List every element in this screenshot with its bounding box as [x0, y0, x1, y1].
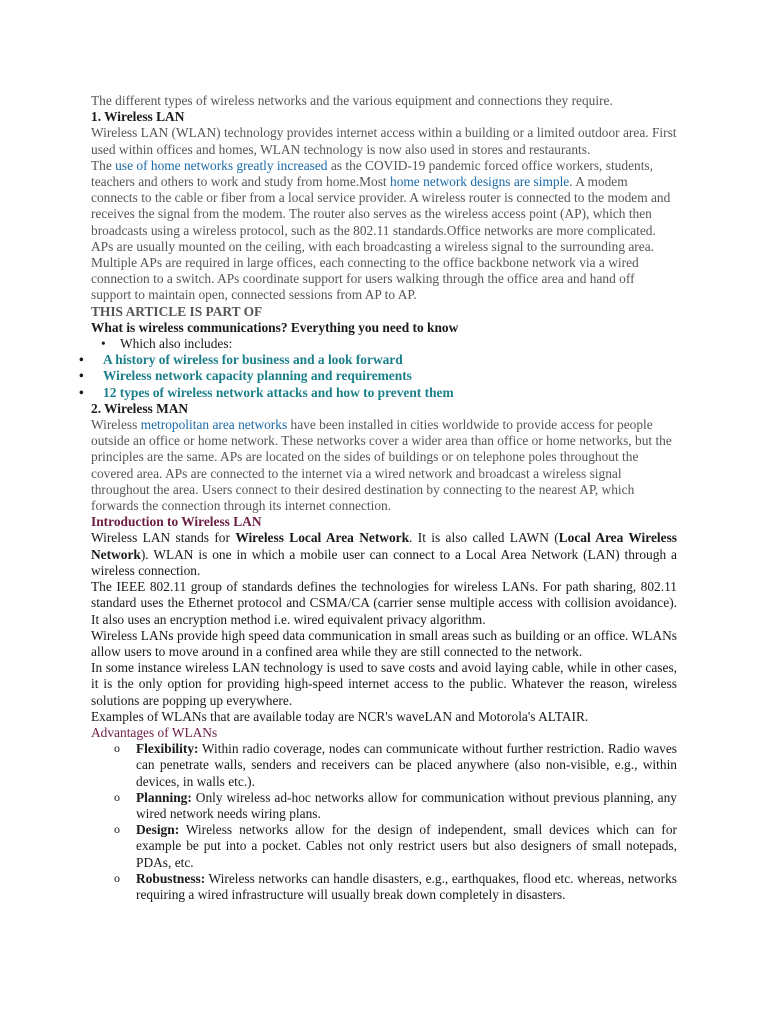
related-links-list: [91, 352, 677, 401]
wlan-paragraph-2-text: The: [91, 157, 116, 173]
section-heading-advantages: Advantages of WLANs: [91, 724, 218, 740]
lawn-full-form: Local Area Wireless Network: [91, 530, 677, 562]
related-link-capacity-planning[interactable]: • Wireless network capacity planning and requirements: [91, 368, 677, 384]
intro-wlan-paragraph-2: The IEEE 802.11 group of standards defines the technologies for wireless LANs. For path sharing, 802.11 standard uses the Ethernet protocol and CSMA/CA (carrier sense multiple access with collision avoidance). It also uses an encryption method i.e. wired equivalent privacy algorithm.: [91, 579, 677, 627]
advantage-design: [114, 822, 677, 871]
advantage-term: Planning:: [136, 789, 192, 805]
section-heading-wireless-lan: 1. Wireless LAN: [91, 109, 185, 125]
home-networks-link[interactable]: use of home networks greatly increased: [115, 157, 328, 173]
wlan-paragraph-1: Wireless LAN (WLAN) technology provides internet access within a building or a limited outdoor area. First used within offices and homes, WLAN technology is now also used in stores and restaurants.: [91, 125, 677, 157]
related-link-network-attacks[interactable]: • 12 types of wireless network attacks and how to prevent them: [91, 385, 677, 401]
advantage-planning: [114, 790, 677, 822]
advantages-list: [114, 741, 677, 903]
advantage-text: Only wireless ad-hoc networks allow for communication without previous planning, any wired network needs wiring plans.: [136, 789, 677, 821]
advantage-text: Wireless networks can handle disasters, e.g., earthquakes, flood etc. whereas, networks requiring a wired infrastructure will usually break down completely in disasters.: [136, 870, 677, 902]
metropolitan-area-networks-link[interactable]: metropolitan area networks: [140, 417, 288, 433]
section-heading-intro-wireless-lan: Introduction to Wireless LAN: [91, 514, 262, 530]
advantage-term: Design:: [136, 822, 180, 838]
advantage-text: Within radio coverage, nodes can communicate without further restriction. Radio waves can penetrate walls, senders and receivers can be placed anywhere (also non-visible, e.g., within devices, in walls etc.).: [136, 741, 677, 789]
also-includes-label: • Which also includes:: [91, 336, 677, 352]
intro-wlan-paragraph-5: Examples of WLANs that are available today are NCR's waveLAN and Motorola's ALTAIR.: [91, 708, 589, 724]
wlan-paragraph-2: [91, 158, 677, 304]
article-part-label: THIS ARTICLE IS PART OF: [91, 303, 263, 319]
intro-wlan-text: ). WLAN is one in which a mobile user can connect to a Local Area Network (LAN) through a wireless connection.: [91, 546, 677, 578]
intro-wlan-paragraph-3: Wireless LANs provide high speed data communication in small areas such as building or an office. WLANs allow users to move around in a confined area while they are still connected to the network.: [91, 627, 677, 659]
document-body: [91, 93, 677, 903]
wman-paragraph: [91, 417, 677, 514]
intro-wlan-text: . It is also called LAWN (: [409, 530, 559, 546]
home-network-designs-link[interactable]: home network designs are simple: [390, 174, 570, 190]
intro-wlan-text: Wireless LAN stands for: [91, 530, 236, 546]
advantage-robustness: [114, 871, 677, 903]
advantage-term: Flexibility:: [136, 741, 199, 757]
wlan-paragraph-2-text: as the COVID-19 pandemic forced office workers, students, teachers and others to work and study from home.Most: [91, 157, 653, 190]
includes-list: [91, 336, 677, 352]
wman-paragraph-text: Wireless: [91, 417, 141, 433]
wlan-paragraph-2-text: . A modem connects to the cable or fiber from a local service provider. A wireless router is connected to the modem and receives the signal from the modem. The router also serves as the wireless access point (AP), which then broadcasts using a wireless protocol, such as the 802.11 standards.Office networks are more complicated. APs are usually mounted on the ceiling, with each broadcasting a wireless signal to the surrounding area. Multiple APs are required in large offices, each connecting to the office backbone network via a wired connection to a switch. APs coordinate support for users walking through the office area and hand off support to maintain open, connected sessions from AP to AP.: [91, 174, 671, 303]
related-link-history[interactable]: • A history of wireless for business and a look forward: [91, 352, 677, 368]
wlan-full-form: Wireless Local Area Network: [235, 530, 410, 546]
article-title: What is wireless communications? Everything you need to know: [91, 319, 459, 335]
advantage-text: Wireless networks allow for the design of independent, small devices which can for example be put into a pocket. Cables not only restrict users but also designers of small notepads, PDAs, etc.: [136, 822, 677, 870]
intro-wlan-paragraph-1: [91, 530, 677, 579]
intro-wlan-paragraph-4: In some instance wireless LAN technology is used to save costs and avoid laying cable, while in other cases, it is the only option for providing high-speed internet access to the public. Whatever the reason, wireless solutions are popping up everywhere.: [91, 660, 677, 708]
wman-paragraph-text: have been installed in cities worldwide to provide access for people outside an office or home network. These networks cover a wider area than office or home networks, but the principles are the same. APs are located on the sides of buildings or on telephone poles throughout the covered area. APs are connected to the internet via a wired network and broadcast a wireless signal throughout the area. Users connect to their desired destination by connecting to the nearest AP, which forwards the connection through its internet connection.: [91, 417, 672, 514]
advantage-flexibility: [114, 741, 677, 790]
advantage-term: Robustness:: [136, 870, 206, 886]
intro-text: The different types of wireless networks and the various equipment and connections they require.: [91, 93, 613, 108]
section-heading-wireless-man: 2. Wireless MAN: [91, 400, 189, 416]
